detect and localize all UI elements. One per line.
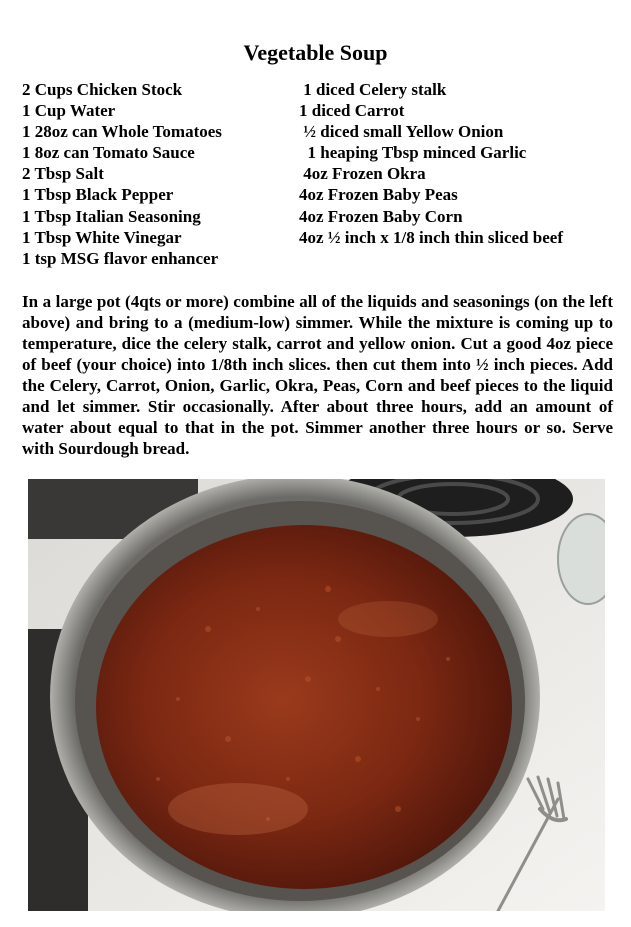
ingredient-item: 1 diced Celery stalk <box>299 80 447 99</box>
ingredients-left-column <box>22 79 222 269</box>
ingredient-item: 4oz ½ inch x 1/8 inch thin sliced beef <box>299 227 563 247</box>
ingredient-item: 1 8oz can Tomato Sauce <box>22 143 195 163</box>
ingredient-item: 1 Cup Water <box>22 101 116 121</box>
soup-surface <box>96 525 512 889</box>
soup-highlight <box>338 601 438 637</box>
ingredient-item: 1 Tbsp Italian Seasoning <box>22 206 201 226</box>
ingredient-item: 4oz Frozen Okra <box>299 164 426 184</box>
ingredient-item: 1 28oz can Whole Tomatoes <box>22 122 222 142</box>
ingredient-item: 4oz Frozen Baby Peas <box>299 185 458 205</box>
ingredient-item: 1 diced Carrot <box>299 101 405 121</box>
recipe-instructions: In a large pot (4qts or more) combine all of the liquids and seasonings (on the left above) and bring to a (medium-low) simmer. While the mixture is coming up to temperature, dice the celery stalk, carrot and yellow onion. Cut a good 4oz piece of beef (your choice) into 1/8th inch slices. then cut them into ½ inch pieces. Add the Celery, Carrot, Onion, Garlic, Okra, Peas, Corn and beef pieces to the liquid and let simmer. Stir occasionally. After about three hours, add an amount of water about equal to that in the pot. Simmer another three hours or so. Serve with Sourdough bread. <box>22 292 613 458</box>
ingredient-item: 2 Cups Chicken Stock <box>22 80 183 99</box>
ingredient-item: 1 tsp MSG flavor enhancer <box>22 248 219 268</box>
ingredient-item: 4oz Frozen Baby Corn <box>299 206 463 226</box>
ingredient-item: ½ diced small Yellow Onion <box>299 122 504 142</box>
recipe-title: Vegetable Soup <box>243 40 388 65</box>
ingredient-item: 1 Tbsp White Vinegar <box>22 227 182 247</box>
soup-pot-photo <box>28 479 605 911</box>
soup-highlight <box>168 783 308 835</box>
ingredient-item: 2 Tbsp Salt <box>22 164 104 184</box>
ingredient-item: 1 Tbsp Black Pepper <box>22 185 174 205</box>
ingredients-right-column <box>299 79 563 248</box>
ingredient-item: 1 heaping Tbsp minced Garlic <box>299 143 527 163</box>
